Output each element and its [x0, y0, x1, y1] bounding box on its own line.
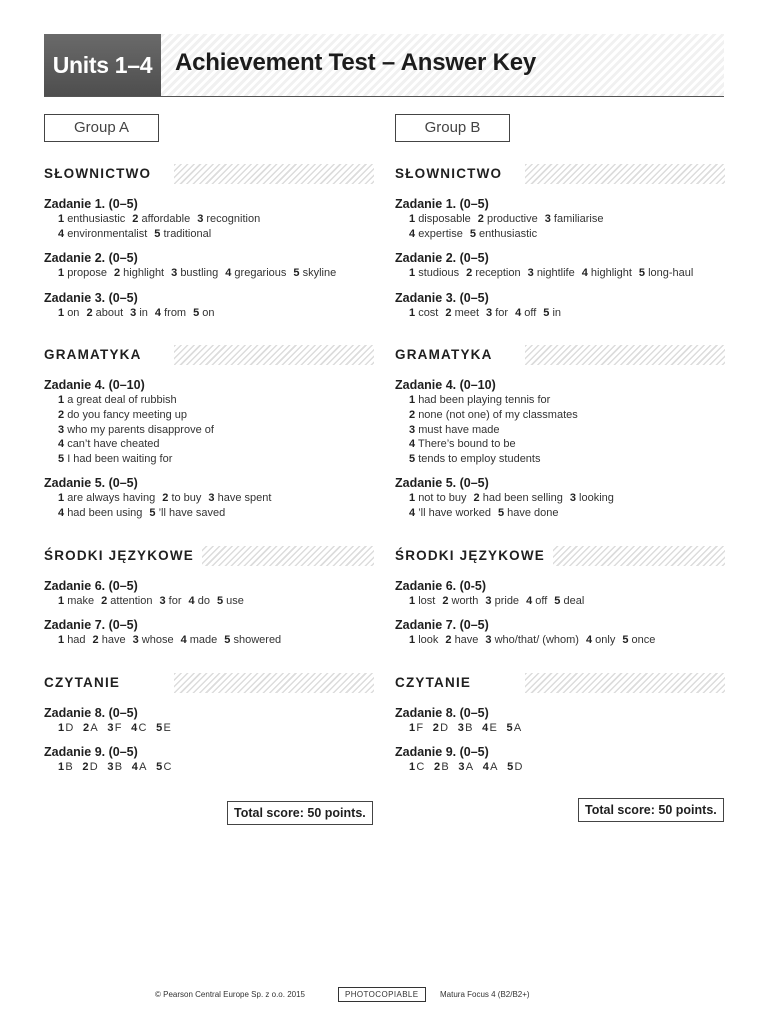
answer-line: 1 not to buy 2 had been selling 3 looking: [409, 492, 614, 505]
task-title: Zadanie 8. (0–5): [44, 705, 138, 720]
task-title: Zadanie 6. (0–5): [44, 578, 138, 593]
section-hatch: [525, 164, 725, 184]
page-header: [44, 34, 724, 97]
section-czytanie-a: [44, 673, 374, 693]
section-heading: GRAMATYKA: [395, 345, 501, 365]
answer-line: 4 There’s bound to be: [409, 438, 516, 451]
answer-line: 2 none (not one) of my classmates: [409, 408, 578, 421]
task-title: Zadanie 4. (0–10): [395, 378, 496, 393]
answer-line: 1 enthusiastic 2 affordable 3 recognition: [58, 213, 261, 225]
answer-line: 1 cost 2 meet 3 for 4 off 5 in: [409, 306, 562, 319]
task-title: Zadanie 7. (0–5): [395, 618, 489, 633]
answer-line: 5 I had been waiting for: [58, 452, 173, 465]
answer-line: 4 had been using 5 ’ll have saved: [58, 506, 226, 519]
section-hatch: [174, 546, 374, 566]
section-hatch: [525, 546, 725, 566]
section-hatch: [174, 673, 374, 693]
task-title: Zadanie 9. (0–5): [44, 745, 138, 760]
section-gramatyka-a: [44, 345, 374, 365]
task-title: Zadanie 2. (0–5): [44, 251, 138, 266]
section-hatch: [174, 164, 374, 184]
task-title: Zadanie 2. (0–5): [395, 251, 489, 266]
answer-line: 1F 2D 3B 4E 5A: [409, 721, 523, 734]
answer-line: 4 can’t have cheated: [58, 438, 160, 451]
task-title: Zadanie 8. (0–5): [395, 705, 489, 720]
answer-line: 1 propose 2 highlight 3 bustling 4 gregarious 5 skyline: [58, 267, 337, 280]
section-heading: ŚRODKI JĘZYKOWE: [395, 546, 553, 566]
section-heading: SŁOWNICTWO: [44, 164, 159, 184]
copyright-text: © Pearson Central Europe Sp. z o.o. 2015: [155, 990, 305, 999]
task-title: Zadanie 4. (0–10): [44, 378, 145, 393]
answer-line: 1 a great deal of rubbish: [58, 394, 177, 407]
task-title: Zadanie 9. (0–5): [395, 745, 489, 760]
book-title: Matura Focus 4 (B2/B2+): [440, 990, 530, 999]
section-heading: CZYTANIE: [395, 673, 479, 693]
photocopiable-badge: PHOTOCOPIABLE: [338, 987, 426, 1002]
section-gramatyka-b: [395, 345, 725, 365]
section-srodki-a: [44, 546, 374, 566]
answer-line: 1 had 2 have 3 whose 4 made 5 showered: [58, 634, 282, 647]
answer-line: 1 look 2 have 3 who/that/ (whom) 4 only 5 once: [409, 634, 656, 647]
total-score-b: Total score: 50 points.: [578, 798, 724, 822]
task-title: Zadanie 3. (0–5): [44, 290, 138, 305]
group-b-label: Group B: [395, 114, 510, 142]
answer-line: 3 who my parents disapprove of: [58, 423, 214, 436]
section-slownictwo-b: [395, 164, 725, 184]
answer-line: 1 on 2 about 3 in 4 from 5 on: [58, 306, 215, 319]
section-hatch: [174, 345, 374, 365]
section-heading: ŚRODKI JĘZYKOWE: [44, 546, 202, 566]
section-hatch: [525, 673, 725, 693]
answer-line: 4 ’ll have worked 5 have done: [409, 506, 559, 519]
task-title: Zadanie 5. (0–5): [44, 476, 138, 491]
task-title: Zadanie 1. (0–5): [395, 197, 489, 211]
section-heading: CZYTANIE: [44, 673, 128, 693]
answer-line: 1C 2B 3A 4A 5D: [409, 761, 524, 774]
task-title: Zadanie 3. (0–5): [395, 290, 489, 305]
task-title: Zadanie 1. (0–5): [44, 197, 138, 211]
section-hatch: [525, 345, 725, 365]
answer-line: 1D 2A 3F 4C 5E: [58, 721, 173, 734]
answer-line: 2 do you fancy meeting up: [58, 408, 188, 421]
section-srodki-b: [395, 546, 725, 566]
section-czytanie-b: [395, 673, 725, 693]
answer-line: 1 studious 2 reception 3 nightlife 4 highlight 5 long-haul: [409, 267, 694, 280]
answer-line: 1 disposable 2 productive 3 familiarise: [409, 213, 604, 225]
answer-line: 5 tends to employ students: [409, 452, 541, 465]
task-title: Zadanie 5. (0–5): [395, 476, 489, 491]
answer-line: 4 expertise 5 enthusiastic: [409, 227, 538, 240]
answer-line: 4 environmentalist 5 traditional: [58, 227, 212, 240]
answer-line: 1 lost 2 worth 3 pride 4 off 5 deal: [409, 594, 585, 607]
total-score-a: Total score: 50 points.: [227, 801, 373, 825]
page-title: Achievement Test – Answer Key: [175, 49, 537, 76]
group-a-label: Group A: [44, 114, 159, 142]
section-slownictwo-a: [44, 164, 374, 184]
group-b-column: [395, 114, 725, 775]
answer-line: 1B 2D 3B 4A 5C: [58, 761, 173, 774]
section-heading: GRAMATYKA: [44, 345, 150, 365]
answer-line: 3 must have made: [409, 423, 500, 436]
group-a-column: [44, 114, 374, 775]
answer-line: 1 had been playing tennis for: [409, 394, 551, 407]
units-badge: Units 1–4: [44, 34, 161, 96]
task-title: Zadanie 7. (0–5): [44, 618, 138, 633]
answer-line: 1 are always having 2 to buy 3 have spent: [58, 492, 272, 505]
section-heading: SŁOWNICTWO: [395, 164, 510, 184]
answer-line: 1 make 2 attention 3 for 4 do 5 use: [58, 594, 244, 607]
task-title: Zadanie 6. (0-5): [395, 578, 486, 593]
